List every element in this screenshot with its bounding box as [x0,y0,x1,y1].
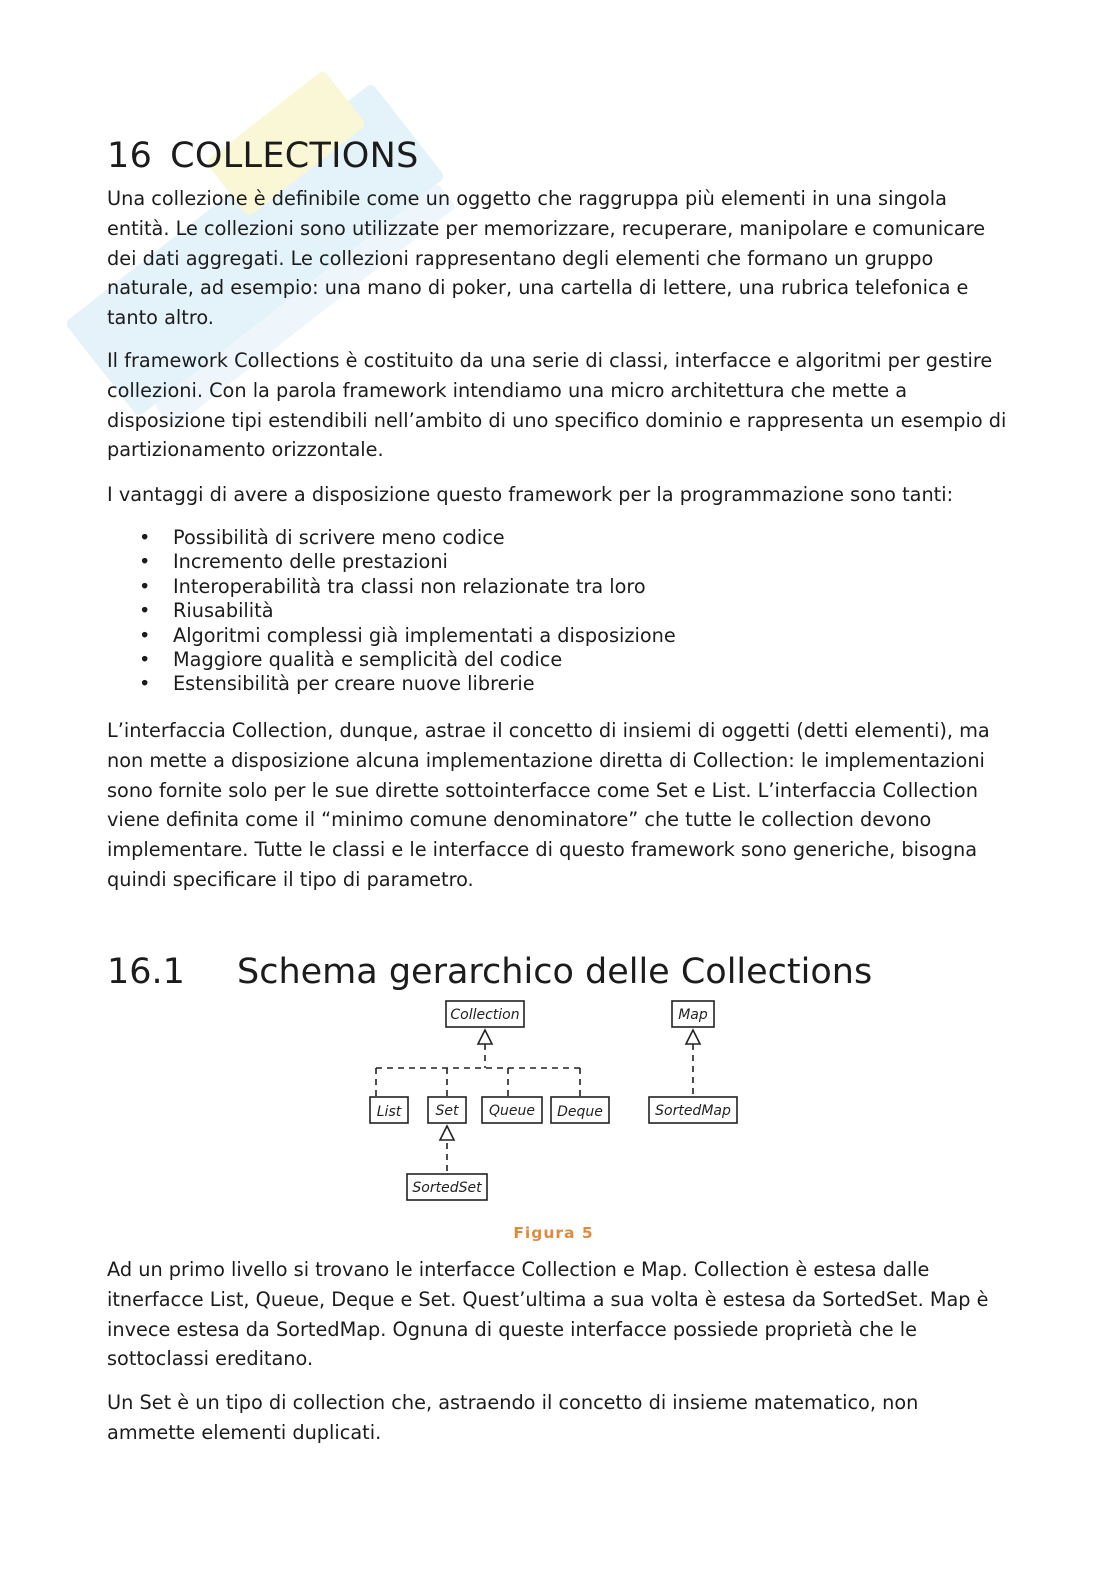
chapter-title: COLLECTIONS [170,136,419,176]
node-deque-label: Deque [557,1104,603,1120]
chapter-heading [107,136,419,176]
section-number: 16.1 [107,952,185,992]
bullet-icon: • [139,648,151,672]
bullet-icon: • [139,599,151,623]
inherit-arrow-set [440,1126,454,1140]
bullet-icon: • [139,526,151,549]
list-item: • Incremento delle prestazioni [139,550,448,574]
node-queue-label: Queue [489,1103,535,1119]
collections-hierarchy-diagram [362,995,762,1210]
bullet-icon: • [139,550,151,574]
inherit-arrow-collection [478,1030,492,1044]
bullet-icon: • [139,623,151,647]
list-item: • Algoritmi complessi già implementati a disposizione [139,623,676,647]
paragraph-1: Una collezione è definibile come un oggetto che raggruppa più elementi in una singola entità. Le collezioni sono utilizzate per memorizzare, recuperare, manipolare e comunicare dei dati aggregati. Le collezioni rappresentano degli elementi che formano un gruppo naturale, ad esempio: una mano di poker, una cartella di lettere, una rubrica telefonica e tanto altro. [107,187,986,330]
figure-caption: Figura 5 [513,1224,594,1242]
node-set-label: Set [435,1103,459,1119]
node-list-label: List [376,1104,402,1120]
advantages-list [107,526,676,697]
section-heading [107,952,872,992]
paragraph-2: Il framework Collections è costituito da una serie di classi, interfacce e algoritmi per gestire collezioni. Con la parola framework intendiamo una micro architettura che mette a disposizione tipi estendibili nell’ambito di uno specifico dominio e rappresenta un esempio di partizionamento orizzontale. [107,349,1007,462]
list-item: • Maggiore qualità e semplicità del codice [139,648,563,672]
bullet-icon: • [139,574,151,598]
list-item: • Possibilità di scrivere meno codice [139,526,505,549]
node-collection-label: Collection [450,1007,520,1023]
node-sortedmap-label: SortedMap [655,1103,731,1119]
inherit-arrow-map [686,1030,700,1044]
node-map-label: Map [678,1007,708,1023]
paragraph-3: I vantaggi di avere a disposizione questo framework per la programmazione sono tanti: [107,483,954,506]
paragraph-6: Un Set è un tipo di collection che, astraendo il concetto di insieme matematico, non ammette elementi duplicati. [107,1391,919,1444]
list-item: • Interoperabilità tra classi non relazionate tra loro [139,574,646,598]
node-sortedset-label: SortedSet [412,1180,482,1196]
paragraph-5: Ad un primo livello si trovano le interfacce Collection e Map. Collection è estesa dalle itnerfacce List, Queue, Deque e Set. Quest’ultima a sua volta è estesa da SortedSet. Map è invece estesa da SortedMap. Ognuna di queste interfacce possiede proprietà che le sottoclassi ereditano. [107,1258,989,1371]
list-item: • Riusabilità [139,599,274,623]
paragraph-4: L’interfaccia Collection, dunque, astrae il concetto di insiemi di oggetti (detti elementi), ma non mette a disposizione alcuna implementazione diretta di Collection: le implementazioni sono fornite solo per le sue dirette sottointerfacce come Set e List. L’interfaccia Collection viene definita come il “minimo comune denominatore” che tutte le collection devono implementare. Tutte le classi e le interfacce di questo framework sono generiche, bisogna quindi specificare il tipo di parametro. [107,719,990,891]
section-title: Schema gerarchico delle Collections [237,952,873,992]
list-item: • Estensibilità per creare nuove librerie [139,672,535,696]
bullet-icon: • [139,672,151,696]
chapter-number: 16 [107,136,153,176]
